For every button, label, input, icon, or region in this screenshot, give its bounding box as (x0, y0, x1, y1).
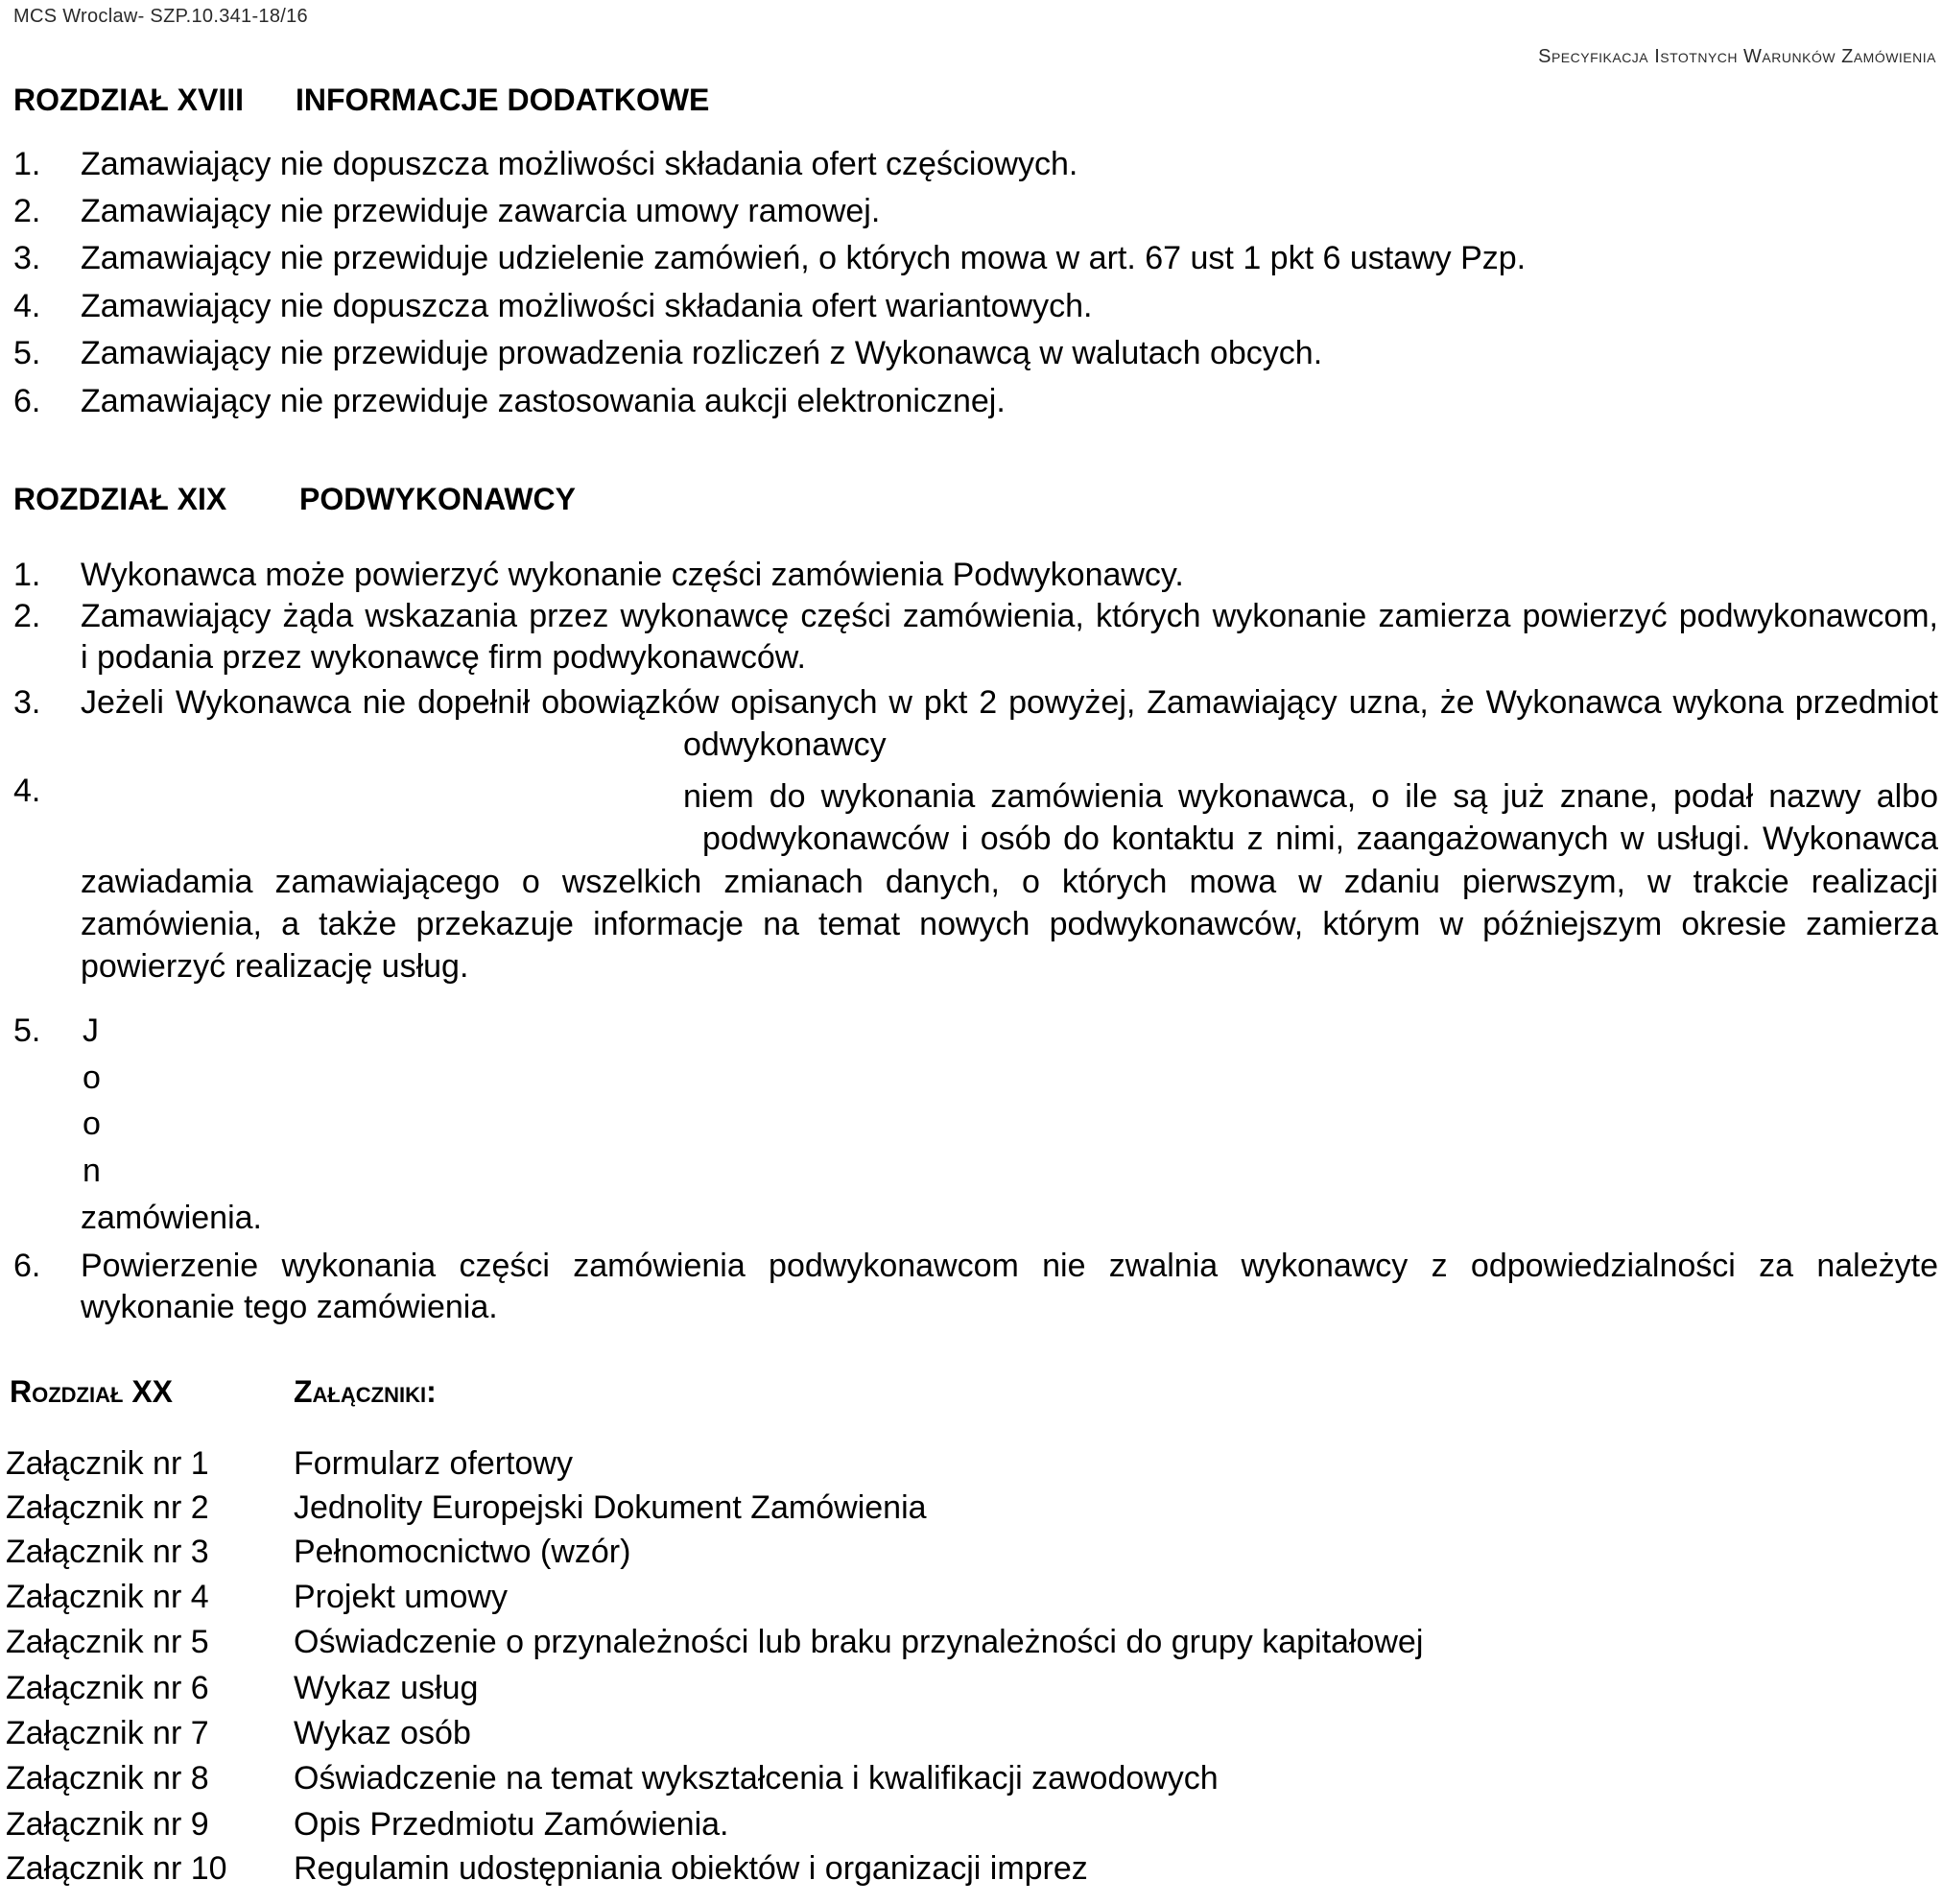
section-20-number: Rozdział XX (10, 1374, 174, 1409)
attachment-title: Wykaz usług (294, 1670, 479, 1706)
attachment-title: Regulamin udostępniania obiektów i organizacji imprez (294, 1850, 1088, 1887)
item-text: odwykonawcy (683, 726, 887, 763)
attachment-title: Projekt umowy (294, 1579, 508, 1615)
item-text: Zamawiający nie przewiduje zawarcia umowy ramowej. (81, 193, 881, 229)
item-number: 5. (13, 1012, 41, 1049)
item-number: 3. (13, 240, 41, 276)
item-text: i podania przez wykonawcę firm podwykonawców. (81, 639, 806, 676)
item-text-fragment: J (83, 1012, 99, 1049)
item-number: 1. (13, 557, 41, 593)
attachment-label: Załącznik nr 8 (6, 1760, 209, 1797)
item-number: 4. (13, 773, 41, 809)
item-text: Wykonawca może powierzyć wykonanie części zamówienia Podwykonawcy. (81, 557, 1184, 593)
attachment-title: Formularz ofertowy (294, 1445, 573, 1482)
item-number: 6. (13, 1248, 41, 1284)
item-number: 3. (13, 684, 41, 721)
item-text: Zamawiający nie przewiduje prowadzenia rozliczeń z Wykonawcą w walutach obcych. (81, 335, 1323, 371)
item-text: Zamawiający nie dopuszcza możliwości składania ofert wariantowych. (81, 288, 1093, 324)
attachment-label: Załącznik nr 7 (6, 1715, 209, 1751)
item-number: 4. (13, 288, 41, 324)
section-18-number: ROZDZIAŁ XVIII (13, 83, 244, 117)
attachment-title: Oświadczenie na temat wykształcenia i kwalifikacji zawodowych (294, 1760, 1219, 1797)
section-19-title: PODWYKONAWCY (299, 482, 576, 516)
attachment-title: Opis Przedmiotu Zamówienia. (294, 1806, 729, 1843)
attachment-label: Załącznik nr 4 (6, 1579, 209, 1615)
attachment-label: Załącznik nr 10 (6, 1850, 227, 1887)
item-text: Powierzenie wykonania części zamówienia podwykonawcom nie zwalnia wykonawcy z odpowiedzialności za należyte (81, 1248, 1938, 1284)
item-number: 5. (13, 335, 41, 371)
item-number: 6. (13, 383, 41, 419)
item-text: Zamawiający nie przewiduje udzielenie zamówień, o których mowa w art. 67 ust 1 pkt 6 ustawy Pzp. (81, 240, 1527, 276)
attachment-label: Załącznik nr 9 (6, 1806, 209, 1843)
item-number: 1. (13, 146, 41, 182)
attachment-title: Wykaz osób (294, 1715, 471, 1751)
item-text: Zamawiający nie dopuszcza możliwości składania ofert częściowych. (81, 146, 1078, 182)
document-reference: MCS Wroclaw- SZP.10.341-18/16 (13, 6, 308, 27)
item-text: podwykonawców i osób do kontaktu z nimi, zaangażowanych w usługi. Wykonawca (702, 821, 1938, 857)
attachment-title: Pełnomocnictwo (wzór) (294, 1534, 631, 1570)
attachment-label: Załącznik nr 5 (6, 1624, 209, 1660)
item-text: Zamawiający nie przewiduje zastosowania aukcji elektronicznej. (81, 383, 1006, 419)
item-text-fragment: o (83, 1106, 101, 1142)
section-20-title: Załączniki: (294, 1374, 437, 1409)
item-text: Zamawiający żąda wskazania przez wykonawcę części zamówienia, których wykonanie zamierza powierzyć podwykonawcom, (81, 598, 1938, 634)
item-text: zamówienia, a także przekazuje informacje na temat nowych podwykonawców, którym w późniejszym okresie zamierza (81, 906, 1938, 942)
item-text: zawiadamia zamawiającego o wszelkich zmianach danych, o których mowa w zdaniu pierwszym, w trakcie realizacji (81, 864, 1938, 900)
item-text-fragment: o (83, 1059, 101, 1096)
item-text: wykonanie tego zamówienia. (81, 1289, 498, 1325)
item-text-fragment: n (83, 1153, 101, 1189)
attachment-title: Jednolity Europejski Dokument Zamówienia (294, 1489, 927, 1526)
item-number: 2. (13, 598, 41, 634)
attachment-label: Załącznik nr 3 (6, 1534, 209, 1570)
attachment-title: Oświadczenie o przynależności lub braku przynależności do grupy kapitałowej (294, 1624, 1424, 1660)
item-text: niem do wykonania zamówienia wykonawca, o ile są już znane, podał nazwy albo (683, 778, 1938, 815)
attachment-label: Załącznik nr 6 (6, 1670, 209, 1706)
item-text: powierzyć realizację usług. (81, 948, 469, 985)
section-19-number: ROZDZIAŁ XIX (13, 482, 227, 516)
item-text: zamówienia. (81, 1200, 262, 1236)
document-title-header: Specyfikacja Istotnych Warunków Zamówienia (1538, 46, 1936, 67)
item-text: Jeżeli Wykonawca nie dopełnił obowiązków opisanych w pkt 2 powyżej, Zamawiający uzna, że Wykonawca wykona przedmiot (81, 684, 1938, 721)
attachment-label: Załącznik nr 1 (6, 1445, 209, 1482)
section-18-title: INFORMACJE DODATKOWE (296, 83, 710, 117)
attachment-label: Załącznik nr 2 (6, 1489, 209, 1526)
item-number: 2. (13, 193, 41, 229)
